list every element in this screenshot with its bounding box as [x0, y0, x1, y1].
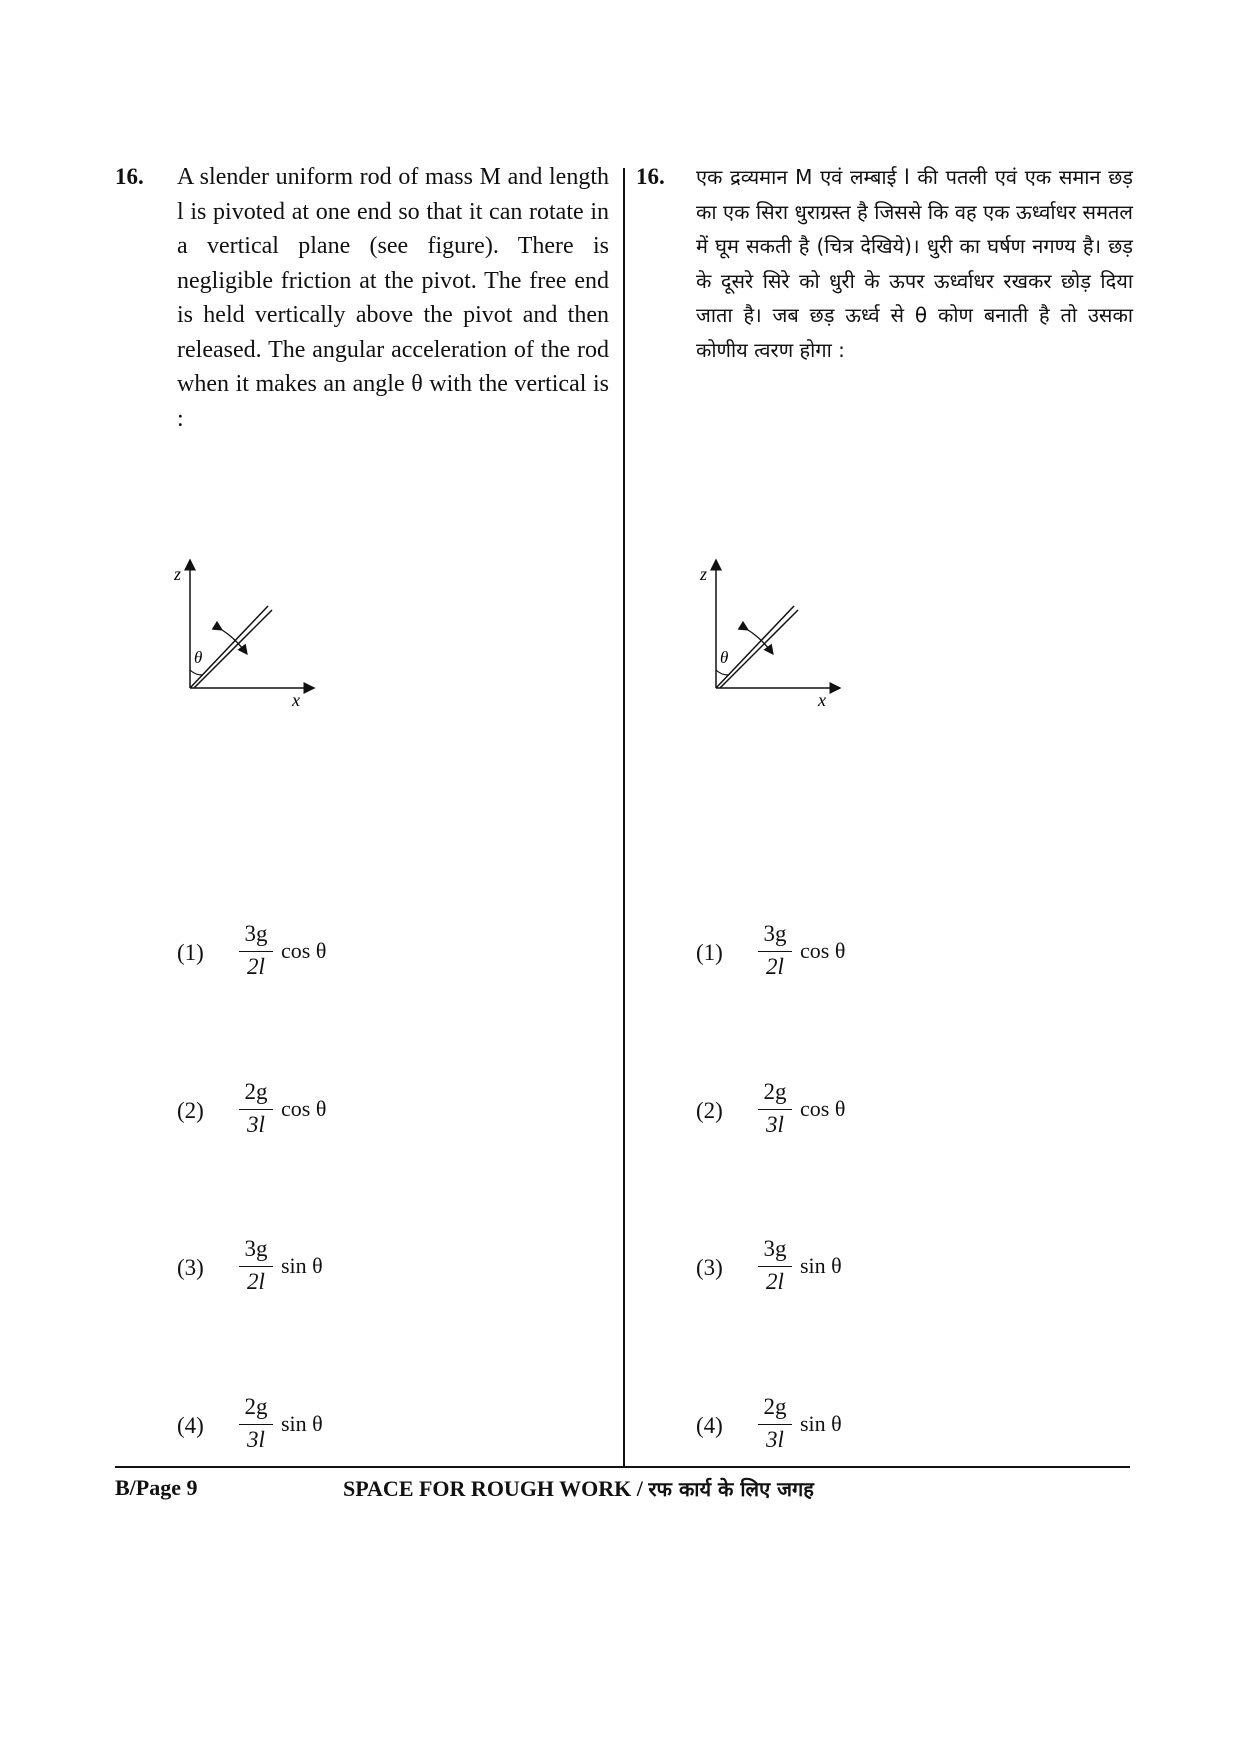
option-2-hi[interactable] — [696, 1078, 996, 1148]
option-label: (1) — [696, 940, 723, 965]
fraction — [758, 1393, 792, 1455]
footer-rule — [115, 1466, 1130, 1468]
rod — [190, 606, 268, 688]
numerator: 3g — [239, 1235, 273, 1267]
fraction — [758, 1078, 792, 1140]
angle-label: θ — [194, 648, 203, 667]
option-3[interactable] — [177, 1235, 477, 1305]
denominator: 2l — [766, 954, 784, 979]
x-label: x — [818, 690, 826, 708]
option-label: (2) — [177, 1098, 204, 1123]
denominator: 2l — [247, 1269, 265, 1294]
fraction — [239, 920, 273, 982]
rough-work-en: SPACE FOR ROUGH WORK / — [343, 1476, 649, 1501]
option-4-hi[interactable] — [696, 1393, 996, 1463]
numerator: 3g — [758, 920, 792, 952]
denominator: 2l — [766, 1269, 784, 1294]
rod-edge — [720, 610, 798, 688]
denominator: 3l — [766, 1427, 784, 1452]
z-label: z — [700, 564, 708, 584]
numerator: 3g — [239, 920, 273, 952]
question-number-hi: 16. — [636, 164, 665, 189]
fraction — [758, 920, 792, 982]
option-label: (2) — [696, 1098, 723, 1123]
option-3-hi[interactable] — [696, 1235, 996, 1305]
page-number: B/Page 9 — [115, 1475, 198, 1500]
option-label: (4) — [696, 1413, 723, 1438]
trig-function: sin θ — [800, 1253, 842, 1278]
rod — [716, 606, 794, 688]
option-label: (3) — [696, 1255, 723, 1280]
option-2[interactable] — [177, 1078, 477, 1148]
fraction — [239, 1078, 273, 1140]
rod-figure-hi — [696, 558, 856, 708]
trig-function: cos θ — [281, 938, 327, 963]
trig-function: sin θ — [281, 1253, 323, 1278]
angle-label: θ — [720, 648, 729, 667]
rod-edge — [194, 610, 272, 688]
question-text-en: A slender uniform rod of mass M and length l is pivoted at one end so that it can rotate in a vertical plane (see figure). There is negligible friction at the pivot. The free end is held vertically above the pivot and then released. The angular acceleration of the rod when it makes an angle θ with the vertical is : — [177, 164, 609, 432]
trig-function: cos θ — [800, 1096, 846, 1121]
rough-work-note — [343, 1475, 814, 1502]
option-label: (1) — [177, 940, 204, 965]
denominator: 3l — [766, 1112, 784, 1137]
trig-function: cos θ — [800, 938, 846, 963]
numerator: 2g — [758, 1393, 792, 1425]
option-4[interactable] — [177, 1393, 477, 1463]
denominator: 3l — [247, 1112, 265, 1137]
rod-figure — [170, 558, 330, 708]
trig-function: cos θ — [281, 1096, 327, 1121]
rough-work-hi: रफ कार्य के लिए जगह — [648, 1477, 814, 1501]
numerator: 2g — [758, 1078, 792, 1110]
fraction — [239, 1393, 273, 1455]
question-number: 16. — [115, 164, 144, 189]
trig-function: sin θ — [281, 1411, 323, 1436]
option-label: (4) — [177, 1413, 204, 1438]
fraction — [239, 1235, 273, 1297]
z-label: z — [174, 564, 182, 584]
numerator: 2g — [239, 1393, 273, 1425]
denominator: 2l — [247, 954, 265, 979]
option-1-hi[interactable] — [696, 920, 996, 990]
x-label: x — [292, 690, 300, 708]
numerator: 3g — [758, 1235, 792, 1267]
question-text-hi: एक द्रव्यमान M एवं लम्बाई l की पतली एवं एक समान छड़ का एक सिरा धुराग्रस्त है जिससे कि वह एक ऊर्ध्वाधर समतल में घूम सकती है (चित्र देखिये)। धुरी का घर्षण नगण्य है। छड़ के दूसरे सिरे को धुरी के ऊपर ऊर्ध्वाधर रखकर छोड़ दिया जाता है। जब छड़ ऊर्ध्व से θ कोण बनाती है तो उसका कोणीय त्वरण होगा : — [696, 165, 1133, 362]
option-label: (3) — [177, 1255, 204, 1280]
trig-function: sin θ — [800, 1411, 842, 1436]
denominator: 3l — [247, 1427, 265, 1452]
angle-arc — [190, 670, 203, 675]
angle-arc — [716, 670, 729, 675]
numerator: 2g — [239, 1078, 273, 1110]
column-divider — [623, 168, 625, 1468]
option-1[interactable] — [177, 920, 477, 990]
fraction — [758, 1235, 792, 1297]
